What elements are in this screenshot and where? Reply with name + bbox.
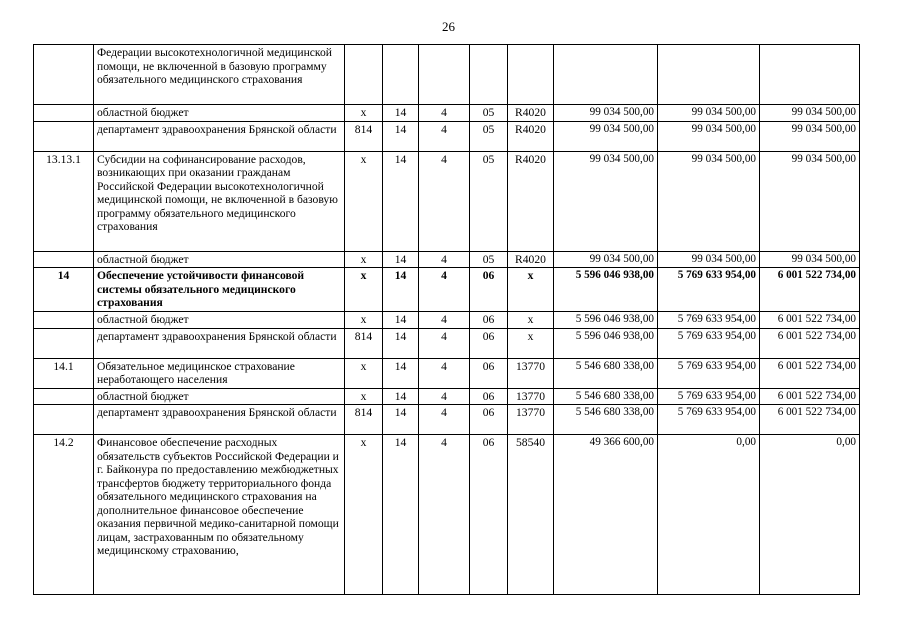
- code-glavn: 814: [345, 121, 383, 151]
- row-name: областной бюджет: [94, 388, 345, 405]
- sum-year-3: 6 001 522 734,00: [760, 358, 860, 388]
- code-section: 14: [383, 121, 419, 151]
- row-number: [34, 105, 94, 122]
- sum-year-2: 5 769 633 954,00: [658, 388, 760, 405]
- budget-table: [33, 44, 860, 595]
- code-subsection: 4: [419, 121, 470, 151]
- sum-year-1: 5 596 046 938,00: [554, 312, 658, 329]
- code-glavn: х: [345, 435, 383, 595]
- sum-year-2: 99 034 500,00: [658, 251, 760, 268]
- code-subsection: 4: [419, 268, 470, 312]
- code-direction: R4020: [508, 151, 554, 251]
- sum-year-1: 5 546 680 338,00: [554, 388, 658, 405]
- code-glavn: х: [345, 151, 383, 251]
- sum-year-2: 5 769 633 954,00: [658, 358, 760, 388]
- table-row: [34, 45, 860, 105]
- sum-year-3: 6 001 522 734,00: [760, 388, 860, 405]
- code-program: 06: [470, 268, 508, 312]
- code-section: 14: [383, 358, 419, 388]
- code-subsection: 4: [419, 388, 470, 405]
- row-number: [34, 251, 94, 268]
- code-section: 14: [383, 388, 419, 405]
- row-number: 14: [34, 268, 94, 312]
- code-program: 06: [470, 405, 508, 435]
- sum-year-3: 6 001 522 734,00: [760, 312, 860, 329]
- code-subsection: [419, 45, 470, 105]
- row-name: департамент здравоохранения Брянской области: [94, 121, 345, 151]
- sum-year-3: 99 034 500,00: [760, 121, 860, 151]
- code-subsection: 4: [419, 251, 470, 268]
- code-glavn: [345, 45, 383, 105]
- sum-year-1: 99 034 500,00: [554, 251, 658, 268]
- sum-year-1: 5 546 680 338,00: [554, 358, 658, 388]
- code-section: 14: [383, 105, 419, 122]
- sum-year-3: 6 001 522 734,00: [760, 328, 860, 358]
- sum-year-1: [554, 45, 658, 105]
- table-body: [34, 45, 860, 595]
- sum-year-1: 99 034 500,00: [554, 105, 658, 122]
- row-name: областной бюджет: [94, 312, 345, 329]
- code-glavn: х: [345, 358, 383, 388]
- code-section: 14: [383, 435, 419, 595]
- sum-year-2: 5 769 633 954,00: [658, 328, 760, 358]
- code-section: 14: [383, 328, 419, 358]
- sum-year-3: 6 001 522 734,00: [760, 268, 860, 312]
- sum-year-2: 0,00: [658, 435, 760, 595]
- sum-year-3: 99 034 500,00: [760, 105, 860, 122]
- code-direction: R4020: [508, 121, 554, 151]
- code-subsection: 4: [419, 312, 470, 329]
- code-program: 05: [470, 105, 508, 122]
- code-program: 05: [470, 151, 508, 251]
- code-direction: 58540: [508, 435, 554, 595]
- code-program: 05: [470, 121, 508, 151]
- row-name: Федерации высокотехнологичной медицинской помощи, не включенной в базовую программу обязательного медицинского страхования: [94, 45, 345, 105]
- table-row: [34, 328, 860, 358]
- code-glavn: х: [345, 312, 383, 329]
- sum-year-2: 99 034 500,00: [658, 151, 760, 251]
- code-glavn: 814: [345, 405, 383, 435]
- code-glavn: х: [345, 268, 383, 312]
- sum-year-1: 99 034 500,00: [554, 151, 658, 251]
- code-subsection: 4: [419, 105, 470, 122]
- code-direction: R4020: [508, 105, 554, 122]
- code-subsection: 4: [419, 151, 470, 251]
- code-program: 06: [470, 435, 508, 595]
- row-number: 14.2: [34, 435, 94, 595]
- row-number: 14.1: [34, 358, 94, 388]
- code-section: 14: [383, 251, 419, 268]
- row-name: департамент здравоохранения Брянской области: [94, 405, 345, 435]
- row-name: областной бюджет: [94, 251, 345, 268]
- sum-year-3: 99 034 500,00: [760, 151, 860, 251]
- code-section: 14: [383, 312, 419, 329]
- code-program: 06: [470, 328, 508, 358]
- row-number: [34, 328, 94, 358]
- row-number: [34, 388, 94, 405]
- code-section: 14: [383, 151, 419, 251]
- code-direction: 13770: [508, 358, 554, 388]
- sum-year-3: 0,00: [760, 435, 860, 595]
- code-program: 06: [470, 388, 508, 405]
- row-name: Субсидии на софинансирование расходов, возникающих при оказании гражданам Российской Федерации высокотехнологичной медицинской помощи, не включенной в базовую программу обязательного медицинского страхования: [94, 151, 345, 251]
- sum-year-1: 5 546 680 338,00: [554, 405, 658, 435]
- code-program: [470, 45, 508, 105]
- table-row: [34, 251, 860, 268]
- code-direction: [508, 45, 554, 105]
- code-direction: 13770: [508, 388, 554, 405]
- sum-year-3: 99 034 500,00: [760, 251, 860, 268]
- code-direction: R4020: [508, 251, 554, 268]
- row-number: [34, 312, 94, 329]
- code-subsection: 4: [419, 405, 470, 435]
- row-number: [34, 405, 94, 435]
- table-row: [34, 388, 860, 405]
- table-row: [34, 268, 860, 312]
- code-glavn: 814: [345, 328, 383, 358]
- code-program: 05: [470, 251, 508, 268]
- sum-year-2: 5 769 633 954,00: [658, 268, 760, 312]
- page-number: 26: [442, 19, 455, 34]
- sum-year-1: 5 596 046 938,00: [554, 268, 658, 312]
- code-glavn: х: [345, 388, 383, 405]
- code-section: [383, 45, 419, 105]
- sum-year-1: 99 034 500,00: [554, 121, 658, 151]
- code-direction: х: [508, 312, 554, 329]
- code-section: 14: [383, 405, 419, 435]
- code-glavn: х: [345, 251, 383, 268]
- row-name: областной бюджет: [94, 105, 345, 122]
- sum-year-2: 99 034 500,00: [658, 121, 760, 151]
- code-direction: х: [508, 268, 554, 312]
- sum-year-2: 99 034 500,00: [658, 105, 760, 122]
- table-row: [34, 312, 860, 329]
- code-subsection: 4: [419, 358, 470, 388]
- table-row: [34, 358, 860, 388]
- sum-year-2: 5 769 633 954,00: [658, 405, 760, 435]
- sum-year-1: 49 366 600,00: [554, 435, 658, 595]
- sum-year-2: [658, 45, 760, 105]
- code-program: 06: [470, 358, 508, 388]
- code-direction: х: [508, 328, 554, 358]
- table-row: [34, 405, 860, 435]
- code-section: 14: [383, 268, 419, 312]
- row-number: 13.13.1: [34, 151, 94, 251]
- row-name: Обеспечение устойчивости финансовой системы обязательного медицинского страхования: [94, 268, 345, 312]
- sum-year-3: [760, 45, 860, 105]
- row-number: [34, 45, 94, 105]
- code-subsection: 4: [419, 328, 470, 358]
- row-name: департамент здравоохранения Брянской области: [94, 328, 345, 358]
- table-row: [34, 151, 860, 251]
- sum-year-2: 5 769 633 954,00: [658, 312, 760, 329]
- table-row: [34, 435, 860, 595]
- code-direction: 13770: [508, 405, 554, 435]
- table-row: [34, 121, 860, 151]
- code-glavn: х: [345, 105, 383, 122]
- table-row: [34, 105, 860, 122]
- sum-year-3: 6 001 522 734,00: [760, 405, 860, 435]
- row-number: [34, 121, 94, 151]
- code-program: 06: [470, 312, 508, 329]
- sum-year-1: 5 596 046 938,00: [554, 328, 658, 358]
- row-name: Финансовое обеспечение расходных обязательств субъектов Российской Федерации и г. Байконура по предоставлению межбюджетных трансфертов бюджету территориального фонда обязательного медицинского страхования на дополнительное финансовое обеспечение оказания первичной медико-санитарной помощи лицам, застрахованным по обязательному медицинскому страхованию,: [94, 435, 345, 595]
- code-subsection: 4: [419, 435, 470, 595]
- row-name: Обязательное медицинское страхование неработающего населения: [94, 358, 345, 388]
